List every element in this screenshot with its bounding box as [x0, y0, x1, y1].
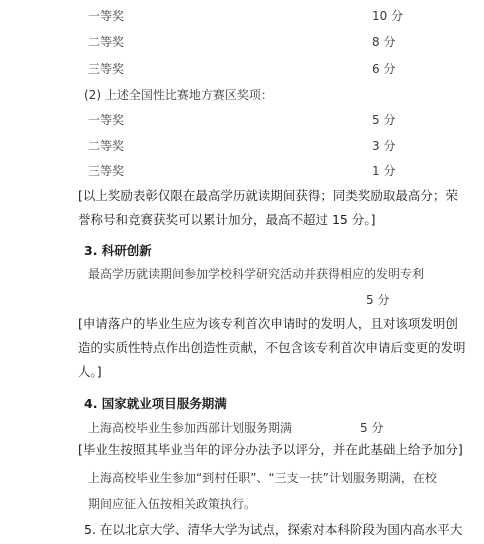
section-3-heading: 3. 科研创新 — [84, 243, 152, 258]
section-3-note-line-1: [申请落户的毕业生应为该专利首次申请时的发明人，且对该项发明创 — [78, 316, 458, 331]
award-label-2: 二等奖 — [88, 35, 125, 49]
regional-label-3: 三等奖 — [88, 164, 125, 178]
section-4-text-line-2: 期间应征入伍按相关政策执行。 — [88, 497, 257, 511]
award-note-line-2: 誉称号和竞赛获奖可以累计加分，最高不超过 15 分。] — [78, 212, 376, 227]
regional-label-2: 二等奖 — [88, 139, 125, 153]
award-note-line-1: [以上奖励表彰仅限在最高学历就读期间获得；同类奖励取最高分；荣 — [78, 188, 458, 203]
section-4-item-1-score: 5 分 — [360, 421, 384, 435]
section-3-note-line-3: 人。] — [78, 364, 102, 379]
award-label-1: 一等奖 — [88, 9, 125, 23]
regional-label-1: 一等奖 — [88, 113, 125, 127]
award-score-1: 10 分 — [372, 9, 404, 23]
section-4-item-1: 上海高校毕业生参加西部计划服务期满 — [88, 421, 293, 435]
section-4-heading: 4. 国家就业项目服务期满 — [84, 396, 227, 411]
regional-intro: (2) 上述全国性比赛地方赛区奖项： — [84, 88, 273, 102]
section-3-note-line-2: 造的实质性特点作出创造性贡献，不包含该专利首次申请后变更的发明 — [78, 340, 466, 355]
award-score-3: 6 分 — [372, 62, 396, 76]
regional-score-3: 1 分 — [372, 164, 396, 178]
section-4-text-line-1: 上海高校毕业生参加“到村任职”、“三支一扶”计划服务期满，在校 — [88, 471, 437, 485]
section-3-score: 5 分 — [366, 293, 390, 307]
award-score-2: 8 分 — [372, 35, 396, 49]
section-4-note: [毕业生按照其毕业当年的评分办法予以评分，并在此基础上给予加分] — [78, 442, 463, 457]
regional-score-2: 3 分 — [372, 139, 396, 153]
section-5-text: 5. 在以北京大学、清华大学为试点，探索对本科阶段为国内高水平大 — [84, 522, 463, 537]
regional-score-1: 5 分 — [372, 113, 396, 127]
award-label-3: 三等奖 — [88, 62, 125, 76]
section-3-text: 最高学历就读期间参加学校科学研究活动并获得相应的发明专利 — [88, 267, 425, 281]
